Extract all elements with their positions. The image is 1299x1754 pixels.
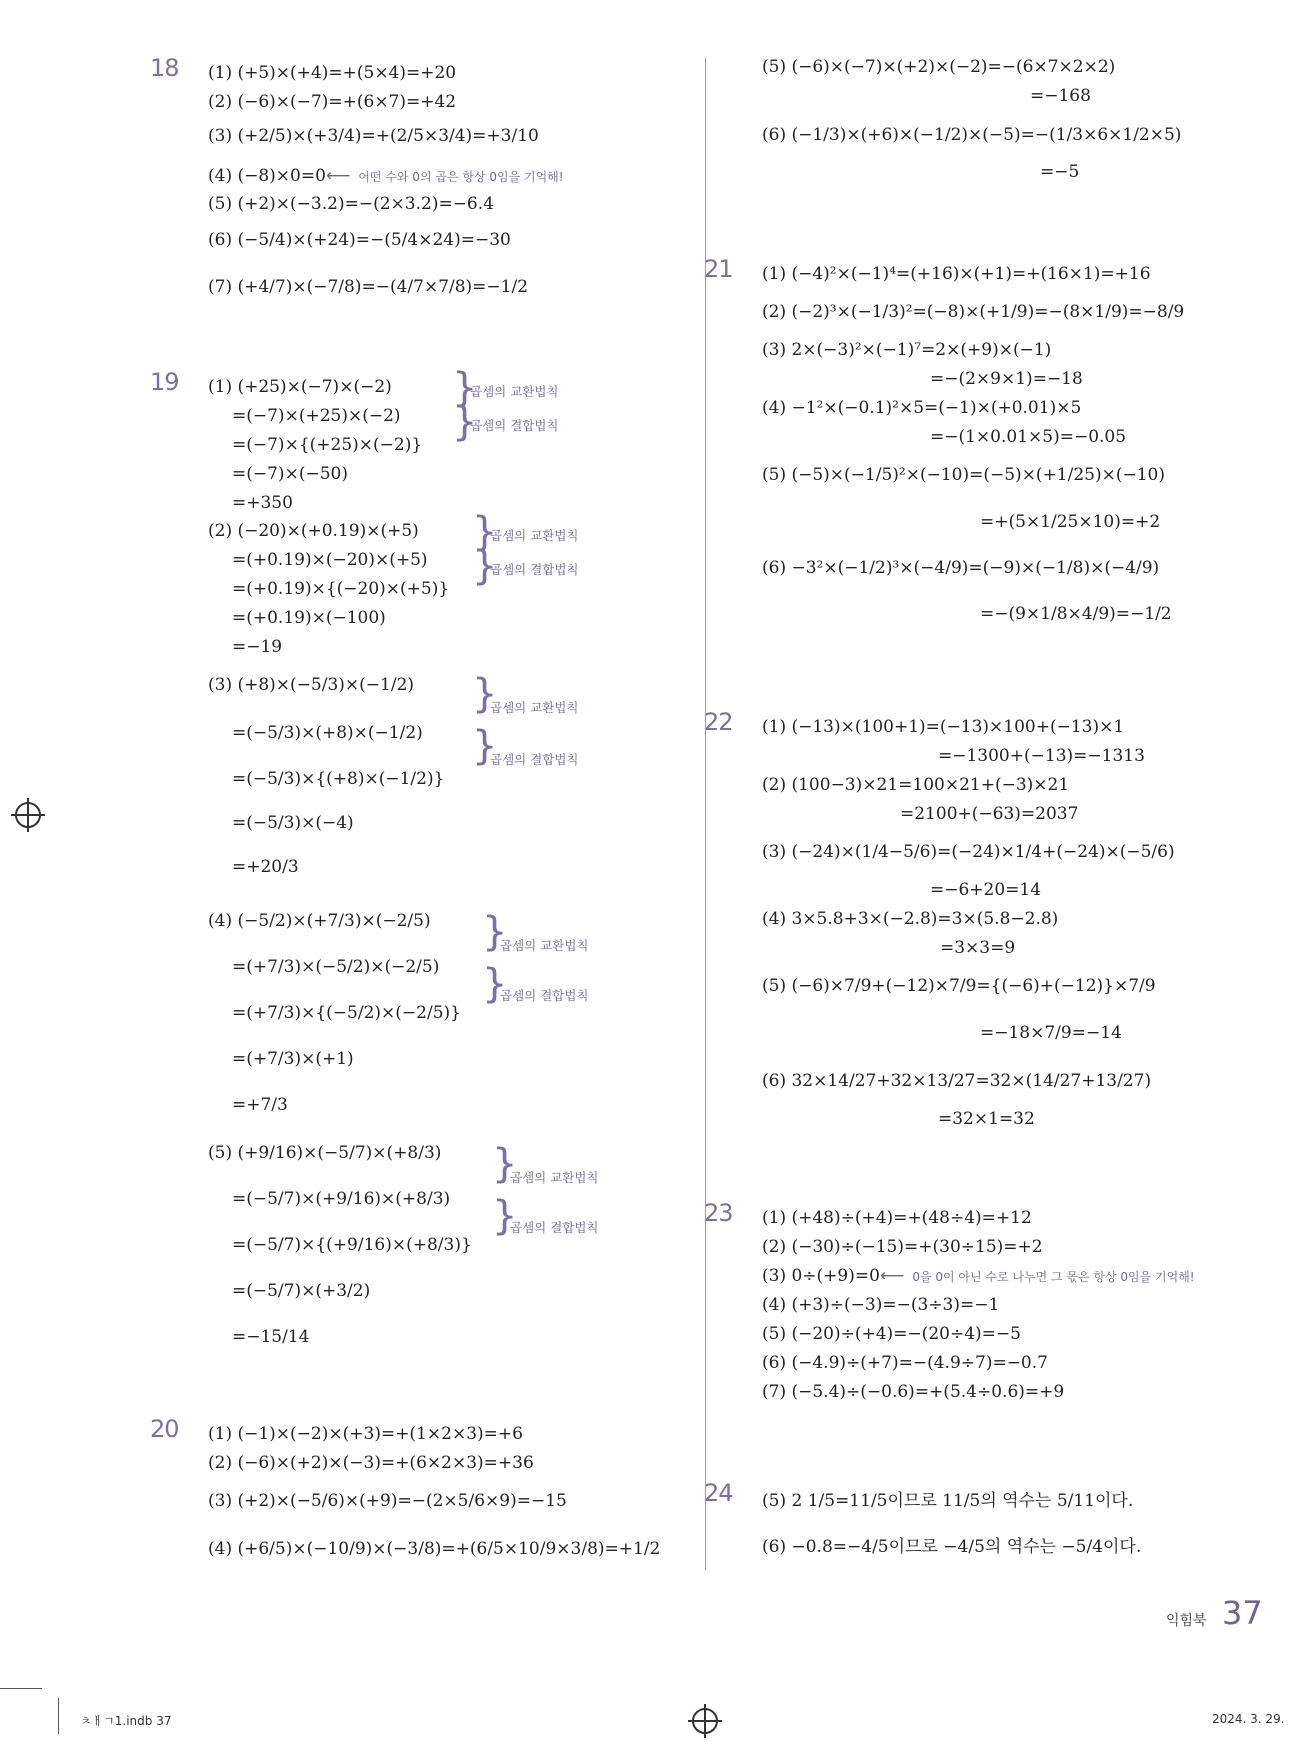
solution-line: =(−5/7)×(+3/2) [232,1281,371,1301]
tip-note: 0을 0이 아닌 수로 나누면 그 몫은 항상 0임을 기억해! [912,1269,1195,1284]
solution-text: (3) 0÷(+9)=0 [762,1266,880,1286]
file-name: ㅊㅐㄱ1.indb 37 [80,1714,172,1728]
solution-line: =(+0.19)×(−20)×(+5) [232,550,428,570]
solution-line: =−(1×0.01×5)=−0.05 [930,427,1127,447]
law-label: 곱셈의 결합법칙 [470,418,559,433]
registration-mark-icon [15,802,41,828]
solution-line: (1) (−13)×(100+1)=(−13)×100+(−13)×1 [762,717,1125,737]
solution-line: =−18×7/9=−14 [980,1023,1122,1043]
solution-line: (1) (−1)×(−2)×(+3)=+(1×2×3)=+6 [208,1424,523,1444]
brace-icon: } [472,671,498,717]
problem-number: 24 [704,1479,733,1507]
problem-number: 19 [150,368,179,396]
brace-icon: } [452,399,478,445]
solution-line: (6) −3²×(−1/2)³×(−4/9)=(−9)×(−1/8)×(−4/9) [762,558,1160,578]
solution-line: (5) (−20)÷(+4)=−(20÷4)=−5 [762,1324,1021,1344]
solution-line: =2100+(−63)=2037 [900,804,1079,824]
solution-line: =−6+20=14 [930,880,1042,900]
crop-mark [58,1698,59,1734]
problem-number: 23 [704,1199,733,1227]
problem-number: 21 [704,255,733,283]
brace-icon: } [482,909,508,955]
arrow-left-icon: ⟵ [879,1266,905,1286]
solution-line: (5) (−6)×7/9+(−12)×7/9={(−6)+(−12)}×7/9 [762,976,1156,996]
solution-line [762,1261,1195,1291]
solution-line: =(−7)×(−50) [232,464,348,484]
brace-icon: } [472,723,498,769]
solution-line: (7) (−5.4)÷(−0.6)=+(5.4÷0.6)=+9 [762,1382,1065,1402]
solution-line: =3×3=9 [940,938,1016,958]
solution-line: (2) (100−3)×21=100×21+(−3)×21 [762,775,1070,795]
solution-line: (7) (+4/7)×(−7/8)=−(4/7×7/8)=−1/2 [208,277,529,297]
solution-line: =(+0.19)×{(−20)×(+5)} [232,579,450,599]
solution-line: (5) (−5)×(−1/5)²×(−10)=(−5)×(+1/25)×(−10) [762,465,1166,485]
print-date: 2024. 3. 29. [1212,1712,1285,1726]
solution-line: (4) −1²×(−0.1)²×5=(−1)×(+0.01)×5 [762,398,1082,418]
page-number: 37 [1222,1594,1263,1632]
solution-line: (5) 2 1/5=11/5이므로 11/5의 역수는 5/11이다. [762,1490,1134,1511]
law-label: 곱셈의 결합법칙 [490,752,579,767]
tip-note: 어떤 수와 0의 곱은 항상 0임을 기억해! [358,169,564,184]
solution-line [208,161,564,191]
crop-mark [0,1688,42,1689]
solution-line: (1) (+5)×(+4)=+(5×4)=+20 [208,63,457,83]
brace-icon: } [452,365,478,411]
solution-text: (4) (−8)×0=0 [208,166,326,186]
solution-line: =−5 [1040,162,1080,182]
solution-line: =(−5/3)×{(+8)×(−1/2)} [232,769,445,789]
solution-line: (5) (+2)×(−3.2)=−(2×3.2)=−6.4 [208,194,494,214]
solution-line: =32×1=32 [938,1109,1035,1129]
law-label: 곱셈의 교환법칙 [500,938,589,953]
solution-line: =−168 [1030,86,1091,106]
book-label: 익힘북 [1166,1613,1207,1629]
solution-line: (3) (+8)×(−5/3)×(−1/2) [208,675,415,695]
solution-line: (3) 2×(−3)²×(−1)⁷=2×(+9)×(−1) [762,340,1052,360]
problem-number: 22 [704,708,733,736]
solution-line: =(+7/3)×(+1) [232,1049,354,1069]
solution-line: (6) (−5/4)×(+24)=−(5/4×24)=−30 [208,230,511,250]
solution-line: =+350 [232,493,293,513]
solution-line: =+(5×1/25×10)=+2 [980,512,1161,532]
solution-line: =+7/3 [232,1095,288,1115]
solution-line: (5) (−6)×(−7)×(+2)×(−2)=−(6×7×2×2) [762,57,1116,77]
brace-icon: } [472,543,498,589]
arrow-left-icon: ⟵ [325,166,351,186]
solution-line: =−(9×1/8×4/9)=−1/2 [980,604,1172,624]
law-label: 곱셈의 교환법칙 [490,528,579,543]
solution-line: (2) (−6)×(−7)=+(6×7)=+42 [208,92,457,112]
solution-line: (1) (+25)×(−7)×(−2) [208,377,392,397]
solution-line: =+20/3 [232,857,299,877]
solution-line: (4) (+6/5)×(−10/9)×(−3/8)=+(6/5×10/9×3/8)=+1/2 [208,1539,661,1559]
solution-line: =(+7/3)×{(−5/2)×(−2/5)} [232,1003,461,1023]
solution-line: =−19 [232,637,283,657]
solution-line: =(+7/3)×(−5/2)×(−2/5) [232,957,440,977]
solution-line: (2) (−30)÷(−15)=+(30÷15)=+2 [762,1237,1043,1257]
problem-number: 20 [150,1415,179,1443]
solution-line: =(−5/3)×(−4) [232,813,354,833]
solution-line: (4) 3×5.8+3×(−2.8)=3×(5.8−2.8) [762,909,1059,929]
solution-line: (5) (+9/16)×(−5/7)×(+8/3) [208,1143,442,1163]
registration-mark-icon [692,1708,718,1734]
column-divider [705,58,706,1570]
solution-line: (1) (+48)÷(+4)=+(48÷4)=+12 [762,1208,1032,1228]
solution-line: (2) (−2)³×(−1/3)²=(−8)×(+1/9)=−(8×1/9)=−8/9 [762,302,1185,322]
law-label: 곱셈의 결합법칙 [510,1220,599,1235]
law-label: 곱셈의 교환법칙 [470,384,559,399]
brace-icon: } [482,961,508,1007]
solution-line: =−15/14 [232,1327,310,1347]
solution-line: (3) (+2/5)×(+3/4)=+(2/5×3/4)=+3/10 [208,126,539,146]
solution-line: (6) (−1/3)×(+6)×(−1/2)×(−5)=−(1/3×6×1/2×5) [762,125,1182,145]
solution-line: (6) 32×14/27+32×13/27=32×(14/27+13/27) [762,1071,1152,1091]
law-label: 곱셈의 교환법칙 [510,1170,599,1185]
law-label: 곱셈의 결합법칙 [490,562,579,577]
solution-line: (1) (−4)²×(−1)⁴=(+16)×(+1)=+(16×1)=+16 [762,264,1151,284]
solution-line: =(−5/7)×{(+9/16)×(+8/3)} [232,1235,472,1255]
solution-line: (3) (+2)×(−5/6)×(+9)=−(2×5/6×9)=−15 [208,1491,567,1511]
solution-line: =(−5/7)×(+9/16)×(+8/3) [232,1189,451,1209]
solution-line: =−(2×9×1)=−18 [930,369,1083,389]
law-label: 곱셈의 결합법칙 [500,988,589,1003]
problem-number: 18 [150,54,179,82]
solution-line: (6) −0.8=−4/5이므로 −4/5의 역수는 −5/4이다. [762,1536,1142,1557]
brace-icon: } [492,1141,518,1187]
brace-icon: } [492,1193,518,1239]
solution-line: =(−5/3)×(+8)×(−1/2) [232,723,423,743]
law-label: 곱셈의 교환법칙 [490,700,579,715]
solution-line: =(−7)×{(+25)×(−2)} [232,435,423,455]
solution-line: =(−7)×(+25)×(−2) [232,406,401,426]
solution-line: =−1300+(−13)=−1313 [938,746,1145,766]
brace-icon: } [472,509,498,555]
solution-line: (4) (+3)÷(−3)=−(3÷3)=−1 [762,1295,1000,1315]
solution-line: (6) (−4.9)÷(+7)=−(4.9÷7)=−0.7 [762,1353,1048,1373]
solution-line: (2) (−20)×(+0.19)×(+5) [208,521,419,541]
solution-line: =(+0.19)×(−100) [232,608,386,628]
solution-line: (3) (−24)×(1/4−5/6)=(−24)×1/4+(−24)×(−5/6) [762,842,1175,862]
solution-line: (4) (−5/2)×(+7/3)×(−2/5) [208,911,431,931]
solution-line: (2) (−6)×(+2)×(−3)=+(6×2×3)=+36 [208,1453,534,1473]
